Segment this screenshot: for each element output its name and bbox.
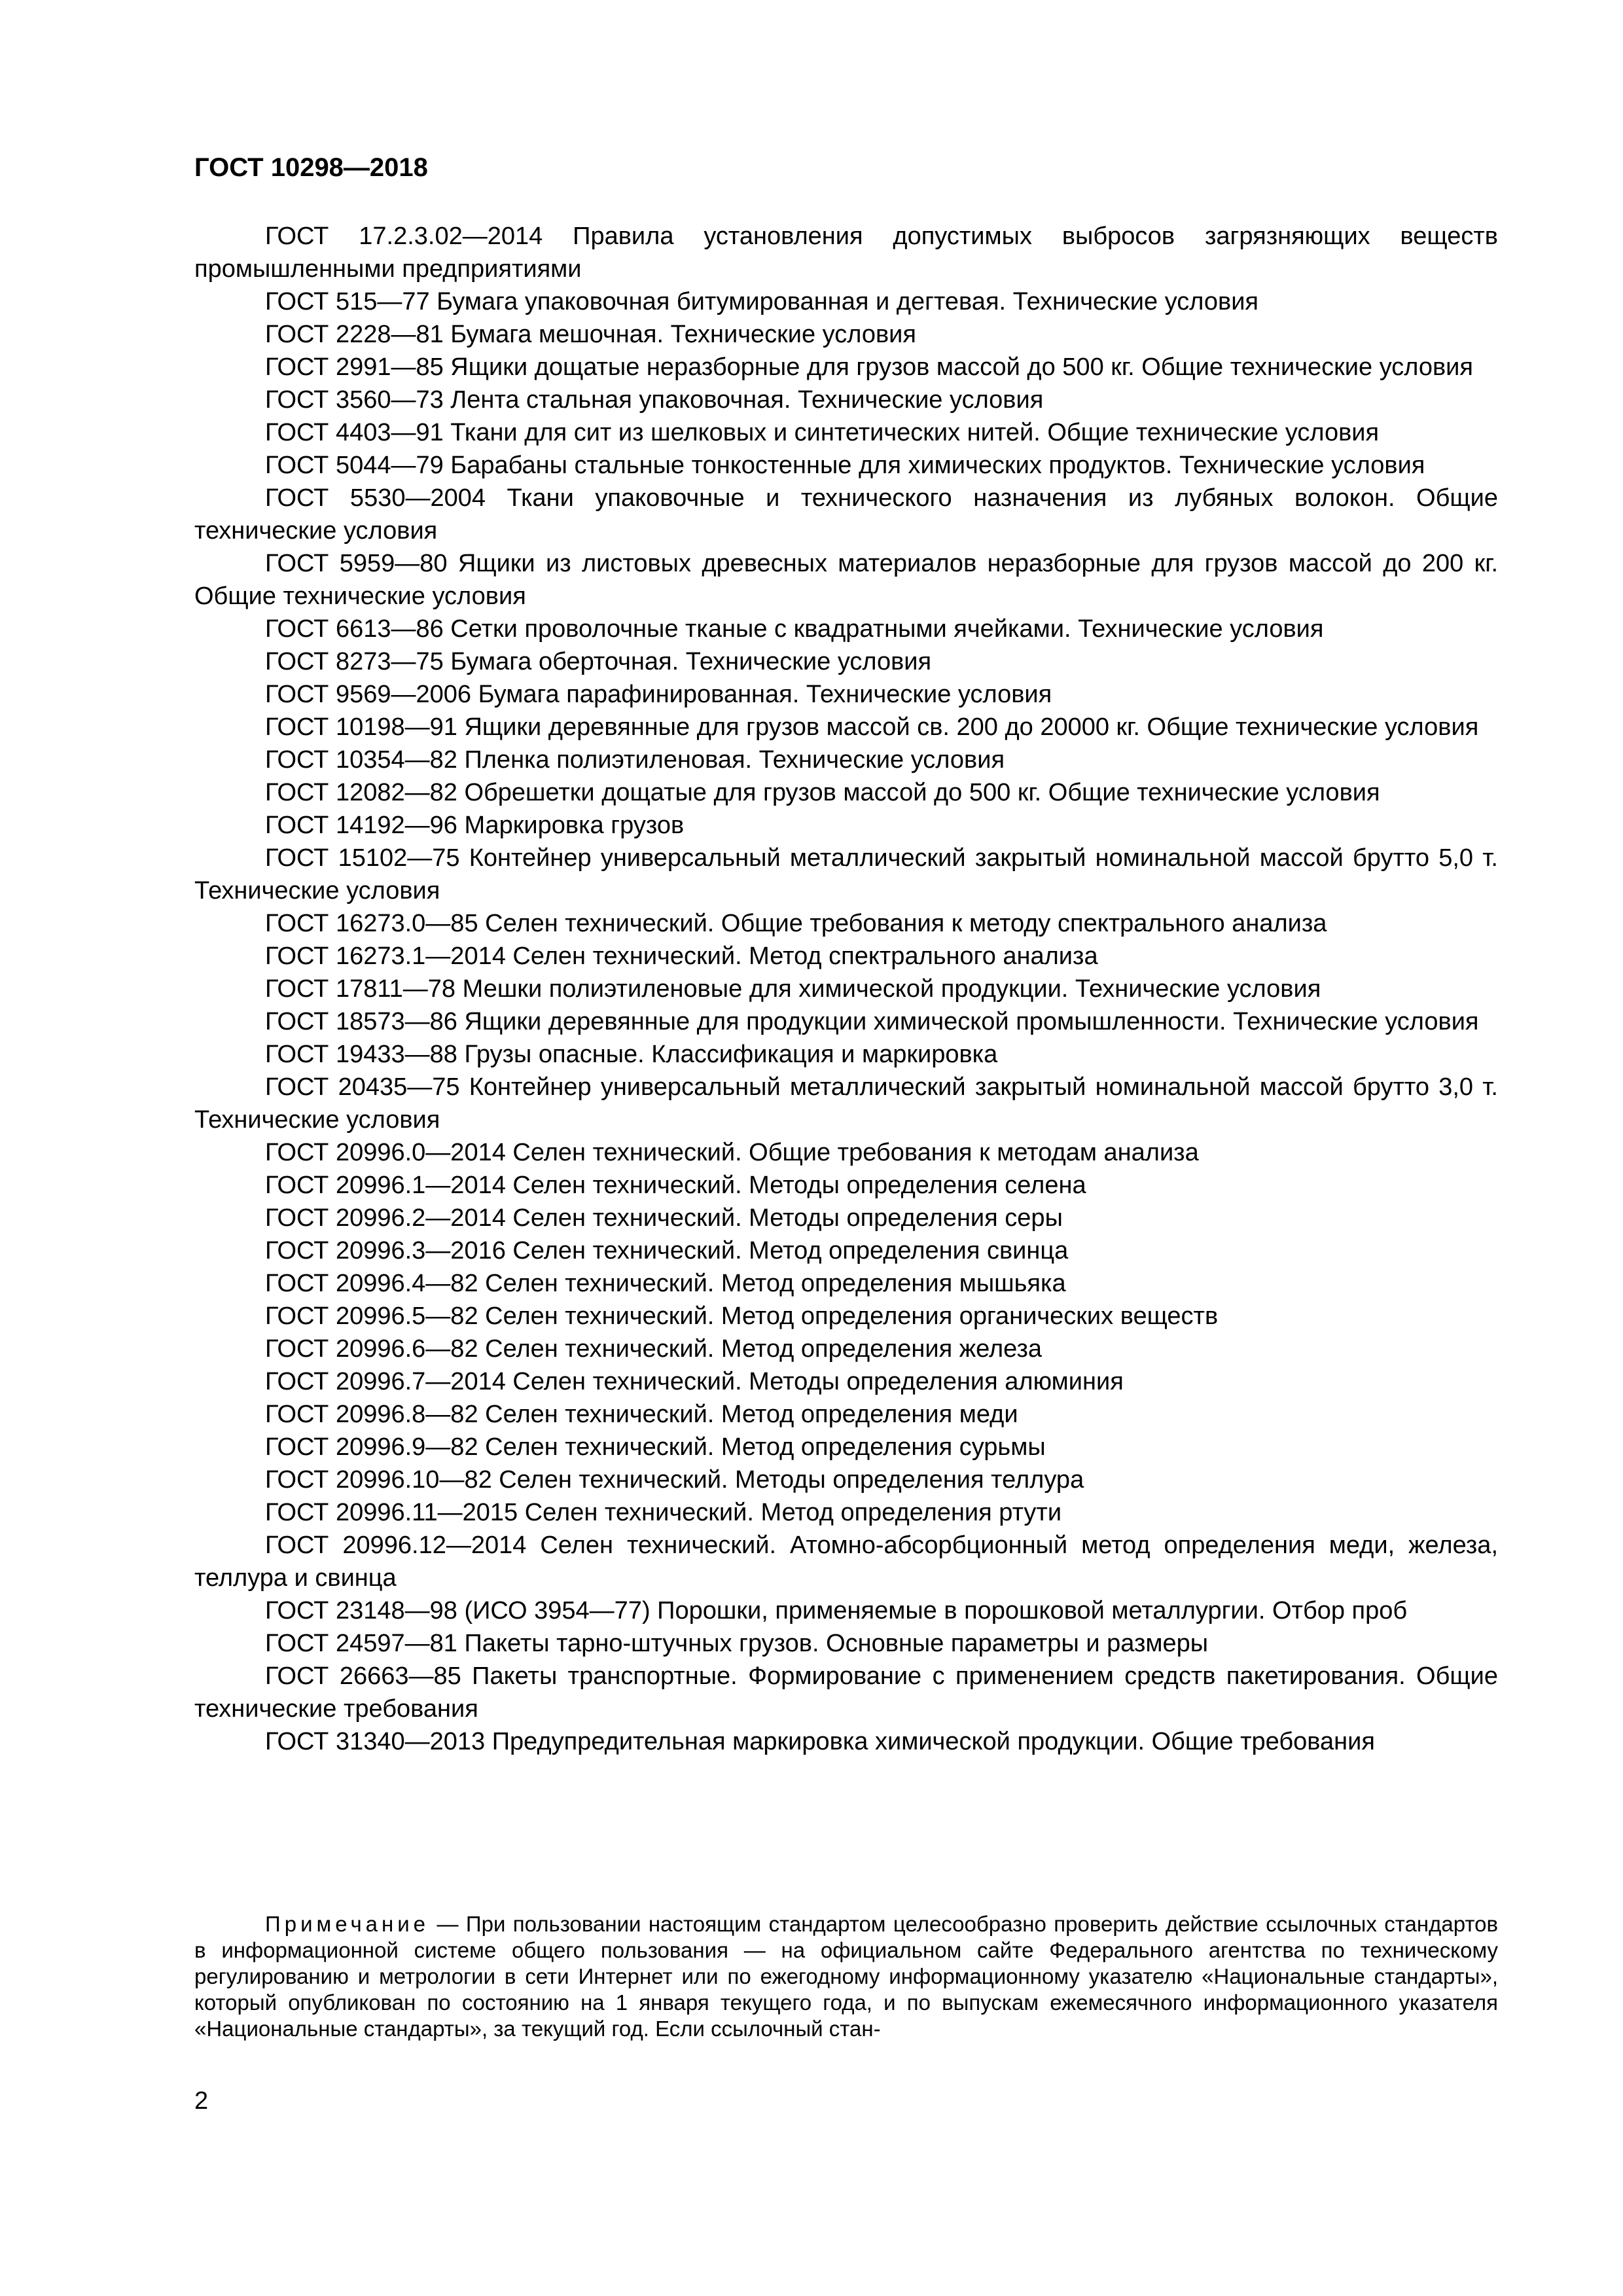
note-text: — При пользовании настоящим стандартом целесообразно проверить действие ссылочных стандартов в информационной системе общего пользования — на официальном сайте Федерального агентства по техническому регулированию и метрологии в сети Интернет или по ежегодному информационному указателю «Национальные стандарты», который опубликован по состоянию на 1 января текущего года, и по выпускам ежемесячного информационного указателя «Национальные стандарты», за текущий год. Если ссылочный стан-: [194, 1912, 1498, 2041]
reference-item: ГОСТ 20996.3—2016 Селен технический. Метод определения свинца: [265, 1237, 1069, 1265]
reference-item: ГОСТ 515—77 Бумага упаковочная битумированная и дегтевая. Технические условия: [265, 288, 1258, 315]
reference-item: ГОСТ 17.2.3.02—2014 Правила установления допустимых выбросов загрязняющих веществ промышленными предприятиями: [194, 223, 1498, 283]
reference-item: ГОСТ 20996.8—82 Селен технический. Метод определения меди: [265, 1401, 1018, 1428]
reference-item: ГОСТ 20996.10—82 Селен технический. Методы определения теллура: [265, 1466, 1084, 1494]
page-number: 2: [194, 2087, 209, 2115]
reference-item: ГОСТ 14192—96 Маркировка грузов: [265, 812, 685, 839]
reference-item: ГОСТ 16273.0—85 Селен технический. Общие требования к методу спектрального анализа: [265, 910, 1327, 937]
reference-item: ГОСТ 10198—91 Ящики деревянные для грузов массой св. 200 до 20000 кг. Общие технические условия: [265, 713, 1479, 741]
reference-item: ГОСТ 9569—2006 Бумага парафинированная. Технические условия: [265, 681, 1052, 708]
reference-item: ГОСТ 12082—82 Обрешетки дощатые для грузов массой до 500 кг. Общие технические условия: [265, 779, 1380, 806]
reference-item: ГОСТ 20996.9—82 Селен технический. Метод определения сурьмы: [265, 1433, 1046, 1461]
reference-item: ГОСТ 20996.6—82 Селен технический. Метод определения железа: [265, 1335, 1043, 1363]
reference-item: ГОСТ 20996.7—2014 Селен технический. Методы определения алюминия: [265, 1368, 1124, 1395]
reference-item: ГОСТ 20996.4—82 Селен технический. Метод определения мышьяка: [265, 1270, 1066, 1297]
reference-item: ГОСТ 20996.11—2015 Селен технический. Метод определения ртути: [265, 1499, 1062, 1526]
reference-item: ГОСТ 6613—86 Сетки проволочные тканые с квадратными ячейками. Технические условия: [265, 615, 1324, 643]
reference-item: ГОСТ 20996.5—82 Селен технический. Метод определения органических веществ: [265, 1302, 1219, 1330]
reference-item: ГОСТ 16273.1—2014 Селен технический. Метод спектрального анализа: [265, 942, 1098, 970]
reference-item: ГОСТ 5044—79 Барабаны стальные тонкостенные для химических продуктов. Технические условия: [265, 452, 1425, 479]
reference-item: ГОСТ 5959—80 Ящики из листовых древесных материалов неразборные для грузов массой до 200 кг. Общие технические условия: [194, 550, 1498, 610]
reference-item: ГОСТ 20996.2—2014 Селен технический. Методы определения серы: [265, 1204, 1063, 1232]
reference-item: ГОСТ 3560—73 Лента стальная упаковочная. Технические условия: [265, 386, 1044, 414]
reference-item: ГОСТ 15102—75 Контейнер универсальный металлический закрытый номинальной массой брутто 5,0 т. Технические условия: [194, 844, 1498, 905]
reference-item: ГОСТ 18573—86 Ящики деревянные для продукции химической промышленности. Технические условия: [265, 1008, 1479, 1035]
reference-item: ГОСТ 20996.12—2014 Селен технический. Атомно-абсорбционный метод определения меди, железа, теллура и свинца: [194, 1532, 1498, 1592]
reference-item: ГОСТ 23148—98 (ИСО 3954—77) Порошки, применяемые в порошковой металлургии. Отбор проб: [265, 1597, 1408, 1624]
reference-item: ГОСТ 24597—81 Пакеты тарно-штучных грузов. Основные параметры и размеры: [265, 1630, 1209, 1657]
reference-item: ГОСТ 4403—91 Ткани для сит из шелковых и синтетических нитей. Общие технические условия: [265, 419, 1380, 446]
reference-item: ГОСТ 31340—2013 Предупредительная маркировка химической продукции. Общие требования: [265, 1728, 1375, 1755]
note-paragraph: [194, 1911, 1498, 2042]
reference-item: ГОСТ 2991—85 Ящики дощатые неразборные для грузов массой до 500 кг. Общие технические условия: [265, 353, 1473, 381]
reference-item: ГОСТ 2228—81 Бумага мешочная. Технические условия: [265, 321, 916, 348]
reference-item: ГОСТ 5530—2004 Ткани упаковочные и технического назначения из лубяных волокон. Общие технические условия: [194, 484, 1498, 545]
reference-item: ГОСТ 10354—82 Пленка полиэтиленовая. Технические условия: [265, 746, 1005, 774]
reference-item: ГОСТ 20435—75 Контейнер универсальный металлический закрытый номинальной массой брутто 3,0 т. Технические условия: [194, 1073, 1498, 1134]
reference-item: ГОСТ 8273—75 Бумага оберточная. Технические условия: [265, 648, 932, 675]
reference-item: ГОСТ 20996.0—2014 Селен технический. Общие требования к методам анализа: [265, 1139, 1199, 1166]
standard-header: ГОСТ 10298—2018: [194, 153, 428, 182]
note-label: Примечание: [265, 1912, 430, 1936]
reference-item: ГОСТ 20996.1—2014 Селен технический. Методы определения селена: [265, 1172, 1086, 1199]
normative-references-list: [194, 220, 1498, 1758]
reference-item: ГОСТ 17811—78 Мешки полиэтиленовые для химической продукции. Технические условия: [265, 975, 1321, 1003]
reference-item: ГОСТ 26663—85 Пакеты транспортные. Формирование с применением средств пакетирования. Общие технические требования: [194, 1662, 1498, 1723]
reference-item: ГОСТ 19433—88 Грузы опасные. Классификация и маркировка: [265, 1041, 998, 1068]
